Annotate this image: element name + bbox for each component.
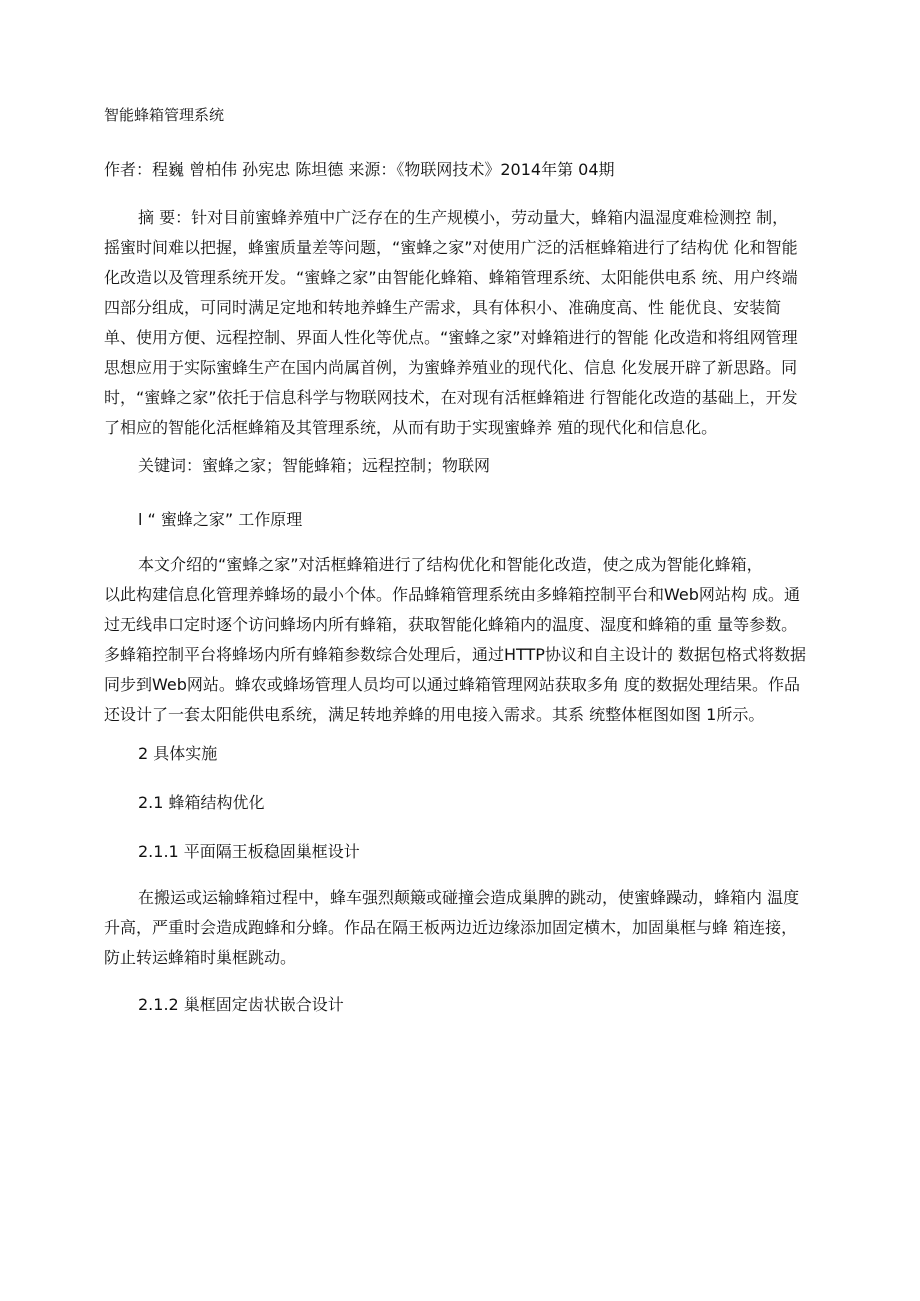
section-2-1-1-line: 升高，严重时会造成跑蜂和分蜂。作品在隔王板两边近边缘添加固定横木，加固巢框与蜂 箱连接， [104,918,798,937]
abstract-line: 思想应用于实际蜜蜂生产在国内尚属首例，为蜜蜂养殖业的现代化、信息 化发展开辟了新思路。同 [104,358,798,377]
section-1-line: 过无线串口定时逐个访问蜂场内所有蜂箱，获取智能化蜂箱内的温度、湿度和蜂箱的重 量等参数。 [104,615,798,634]
section-2-1-heading: 2.1 蜂箱结构优化 [138,793,265,812]
section-1-heading: l “ 蜜蜂之家” 工作原理 [138,510,303,529]
abstract-line: 了相应的智能化活框蜂箱及其管理系统，从而有助于实现蜜蜂养 殖的现代化和信息化。 [104,418,718,437]
abstract-line: 单、使用方便、远程控制、界面人性化等优点。“蜜蜂之家”对蜂箱进行的智能 化改造和将组网管理 [104,328,798,347]
abstract-line: 化改造以及管理系统开发。“蜜蜂之家”由智能化蜂箱、蜂箱管理系统、太阳能供电系 统、用户终端 [104,268,798,287]
section-1-paragraph [104,550,820,730]
abstract-paragraph [104,203,820,443]
section-2-1-1-paragraph [104,883,820,973]
section-2-heading: 2 具体实施 [138,744,218,763]
section-1-line: 以此构建信息化管理养蜂场的最小个体。作品蜂箱管理系统由多蜂箱控制平台和Web网站构 成。通 [104,585,800,604]
section-2-1-1-heading: 2.1.1 平面隔王板稳固巢框设计 [138,842,360,861]
section-2-1-1-line: 在搬运或运输蜂箱过程中，蜂车强烈颠簸或碰撞会造成巢脾的跳动，使蜜蜂躁动，蜂箱内 温度 [138,888,800,907]
section-1-line: 多蜂箱控制平台将蜂场内所有蜂箱参数综合处理后，通过HTTP协议和自主设计的 数据包格式将数据 [104,645,807,664]
section-1-line: 同步到Web网站。蜂农或蜂场管理人员均可以通过蜂箱管理网站获取多角 度的数据处理结果。作品 [104,675,800,694]
abstract-line: 摘 要：针对目前蜜蜂养殖中广泛存在的生产规模小，劳动量大，蜂箱内温湿度难检测控 制， [138,208,789,227]
section-2-1-2-heading: 2.1.2 巢框固定齿状嵌合设计 [138,995,344,1014]
abstract-line: 时，“蜜蜂之家”依托于信息科学与物联网技术，在对现有活框蜂箱进 行智能化改造的基础上，开发 [104,388,798,407]
section-1-line: 本文介绍的“蜜蜂之家”对活框蜂箱进行了结构优化和智能化改造，使之成为智能化蜂箱， [138,555,763,574]
author-source-line: 作者：程巍 曾柏伟 孙宪忠 陈坦德 来源：《物联网技术》2014年第 04期 [104,160,615,179]
section-2-1-1-line: 防止转运蜂箱时巢框跳动。 [104,948,297,967]
section-1-line: 还设计了一套太阳能供电系统，满足转地养蜂的用电接入需求。其系 统整体框图如图 1所示。 [104,705,765,724]
abstract-line: 摇蜜时间难以把握，蜂蜜质量差等问题，“蜜蜂之家”对使用广泛的活框蜂箱进行了结构优 化和智能 [104,238,798,257]
document-title: 智能蜂箱管理系统 [104,106,225,124]
abstract-line: 四部分组成，可同时满足定地和转地养蜂生产需求，具有体积小、准确度高、性 能优良、安装简 [104,298,782,317]
keywords-line: 关键词：蜜蜂之家；智能蜂箱；远程控制；物联网 [138,456,491,475]
